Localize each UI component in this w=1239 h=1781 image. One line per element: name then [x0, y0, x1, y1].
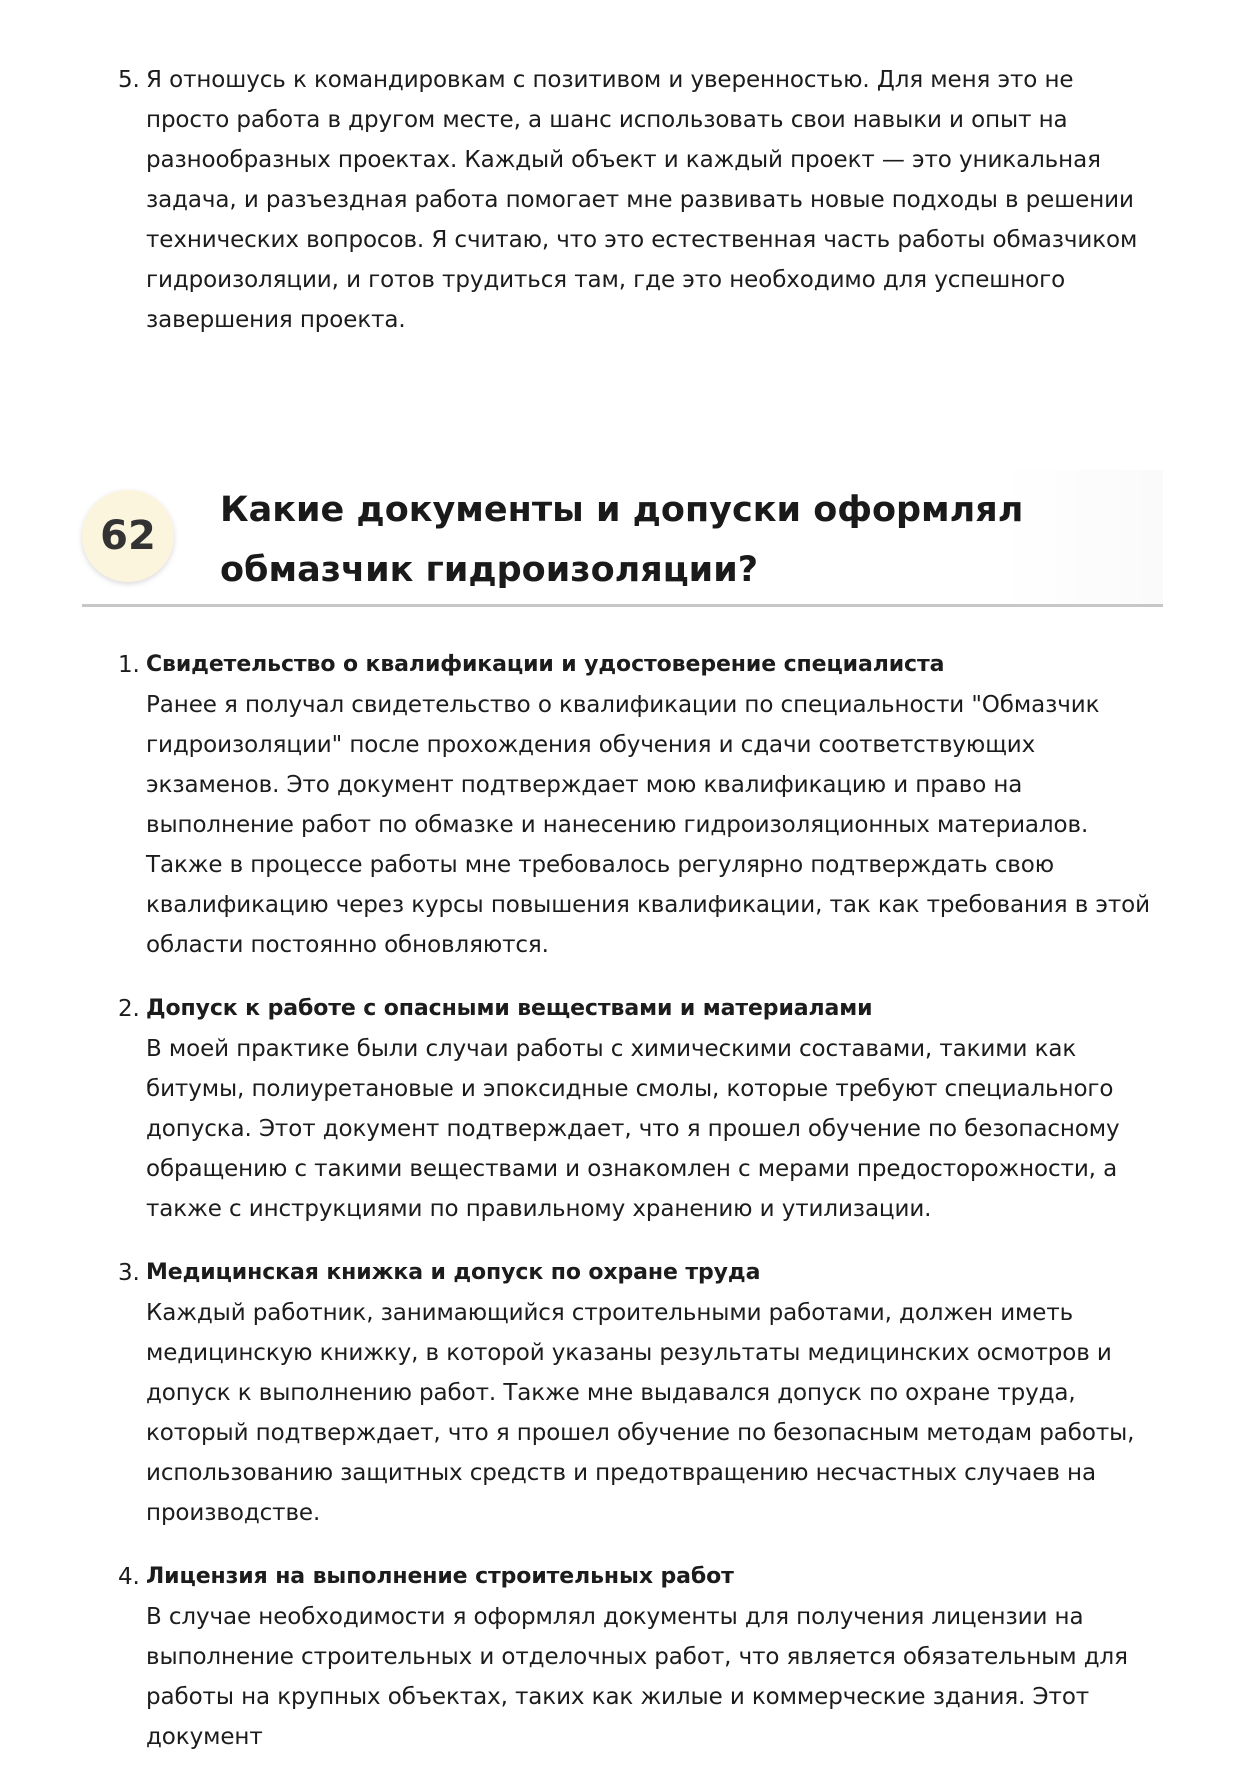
list-item-number: 3.	[118, 1260, 140, 1286]
list-item-text: Каждый работник, занимающийся строительными работами, должен иметь медицинскую книжку, в которой указаны результаты медицинских осмотров и допуск к выполнению работ. Также мне выдавался допуск по охране труда, который подтверждает, что я прошел обучение по безопасным методам работы, использованию защитных средств и предотвращению несчастных случаев на производстве.	[146, 1300, 1135, 1526]
list-item-text: Я отношусь к командировкам с позитивом и уверенностью. Для меня это не просто работа в другом месте, а шанс использовать свои навыки и опыт на разнообразных проектах. Каждый объект и каждый проект — это уникальная задача, и разъездная работа помогает мне развивать новые подходы в решении технических вопросов. Я считаю, что это естественная часть работы обмазчиком гидроизоляции, и готов трудиться там, где это необходимо для успешного завершения проекта.	[146, 67, 1138, 333]
section-header	[82, 470, 1163, 607]
list-item-number: 2.	[118, 996, 140, 1022]
list-item-text: В случае необходимости я оформлял документы для получения лицензии на выполнение строительных и отделочных работ, что является обязательным для работы на крупных объектах, таких как жилые и коммерческие здания. Этот документ	[146, 1604, 1128, 1750]
list-item-number: 5.	[118, 67, 140, 93]
list-item	[118, 60, 1158, 340]
list-item-title: Допуск к работе с опасными веществами и материалами	[146, 996, 873, 1021]
list-item-text: Ранее я получал свидетельство о квалификации по специальности "Обмазчик гидроизоляции" после прохождения обучения и сдачи соответствующих экзаменов. Это документ подтверждает мою квалификацию и право на выполнение работ по обмазке и нанесению гидроизоляционных материалов. Также в процессе работы мне требовалось регулярно подтверждать свою квалификацию через курсы повышения квалификации, так как требования в этой области постоянно обновляются.	[146, 692, 1151, 958]
list-item	[118, 989, 1163, 1229]
list-item-title: Медицинская книжка и допуск по охране труда	[146, 1260, 761, 1285]
documents-list	[118, 645, 1163, 1781]
list-item-text: В моей практике были случаи работы с химическими составами, такими как битумы, полиуретановые и эпоксидные смолы, которые требуют специального допуска. Этот документ подтверждает, что я прошел обучение по безопасному обращению с такими веществами и ознакомлен с мерами предосторожности, а также с инструкциями по правильному хранению и утилизации.	[146, 1036, 1120, 1222]
list-item-title: Свидетельство о квалификации и удостоверение специалиста	[146, 652, 945, 677]
list-item-number: 1.	[118, 652, 140, 678]
list-item-number: 4.	[118, 1564, 140, 1590]
list-item	[118, 645, 1163, 965]
section-number-badge: 62	[82, 490, 174, 582]
section-title: Какие документы и допуски оформлял обмазчик гидроизоляции?	[220, 490, 1024, 590]
previous-list-item	[118, 60, 1158, 340]
list-item-title: Лицензия на выполнение строительных работ	[146, 1564, 734, 1589]
list-item	[118, 1253, 1163, 1533]
list-item	[118, 1557, 1163, 1757]
